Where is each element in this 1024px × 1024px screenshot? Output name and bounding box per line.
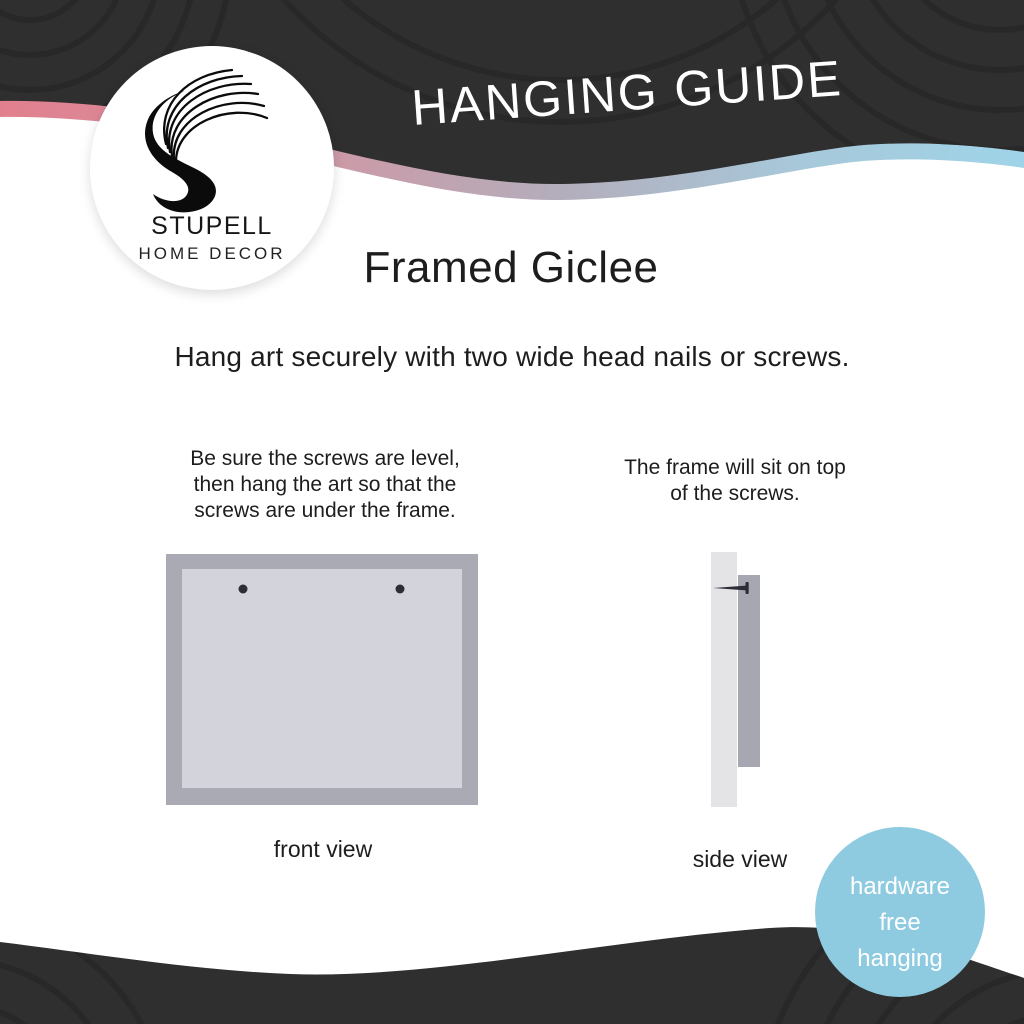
badge-line-3: hanging: [857, 945, 943, 972]
front-view-caption: front view: [273, 836, 373, 862]
product-type-title: Framed Giclee: [363, 243, 659, 292]
side-view-diagram: [711, 552, 760, 807]
side-view-note-line-1: The frame will sit on top: [624, 456, 846, 479]
brand-name: STUPELL: [151, 212, 273, 240]
hardware-free-badge-text: [815, 869, 985, 977]
screw-dot-right: [396, 585, 405, 594]
side-view-note-line-2: of the screws.: [670, 482, 800, 505]
logo-circle: [90, 46, 334, 290]
front-view-note-line-3: screws are under the frame.: [194, 499, 456, 522]
front-view-note: [150, 446, 500, 524]
side-view-wall-bar: [711, 552, 737, 807]
main-instruction: Hang art securely with two wide head nails or screws.: [174, 341, 850, 372]
front-view-frame-inner: [182, 569, 462, 788]
side-view-frame-bar: [738, 575, 760, 767]
badge-line-1: hardware: [849, 873, 951, 900]
badge-line-2: free: [879, 909, 921, 936]
side-view-caption: side view: [692, 846, 788, 872]
screw-dot-left: [239, 585, 248, 594]
side-view-note: [585, 455, 885, 507]
front-view-note-line-1: Be sure the screws are level,: [190, 447, 460, 470]
brand-tagline: HOME DECOR: [138, 244, 286, 263]
page-title: HANGING GUIDE: [409, 50, 845, 136]
logo-swirl-strands: [164, 70, 267, 164]
front-view-diagram: [166, 554, 478, 805]
front-view-note-line-2: then hang the art so that the: [193, 473, 457, 496]
